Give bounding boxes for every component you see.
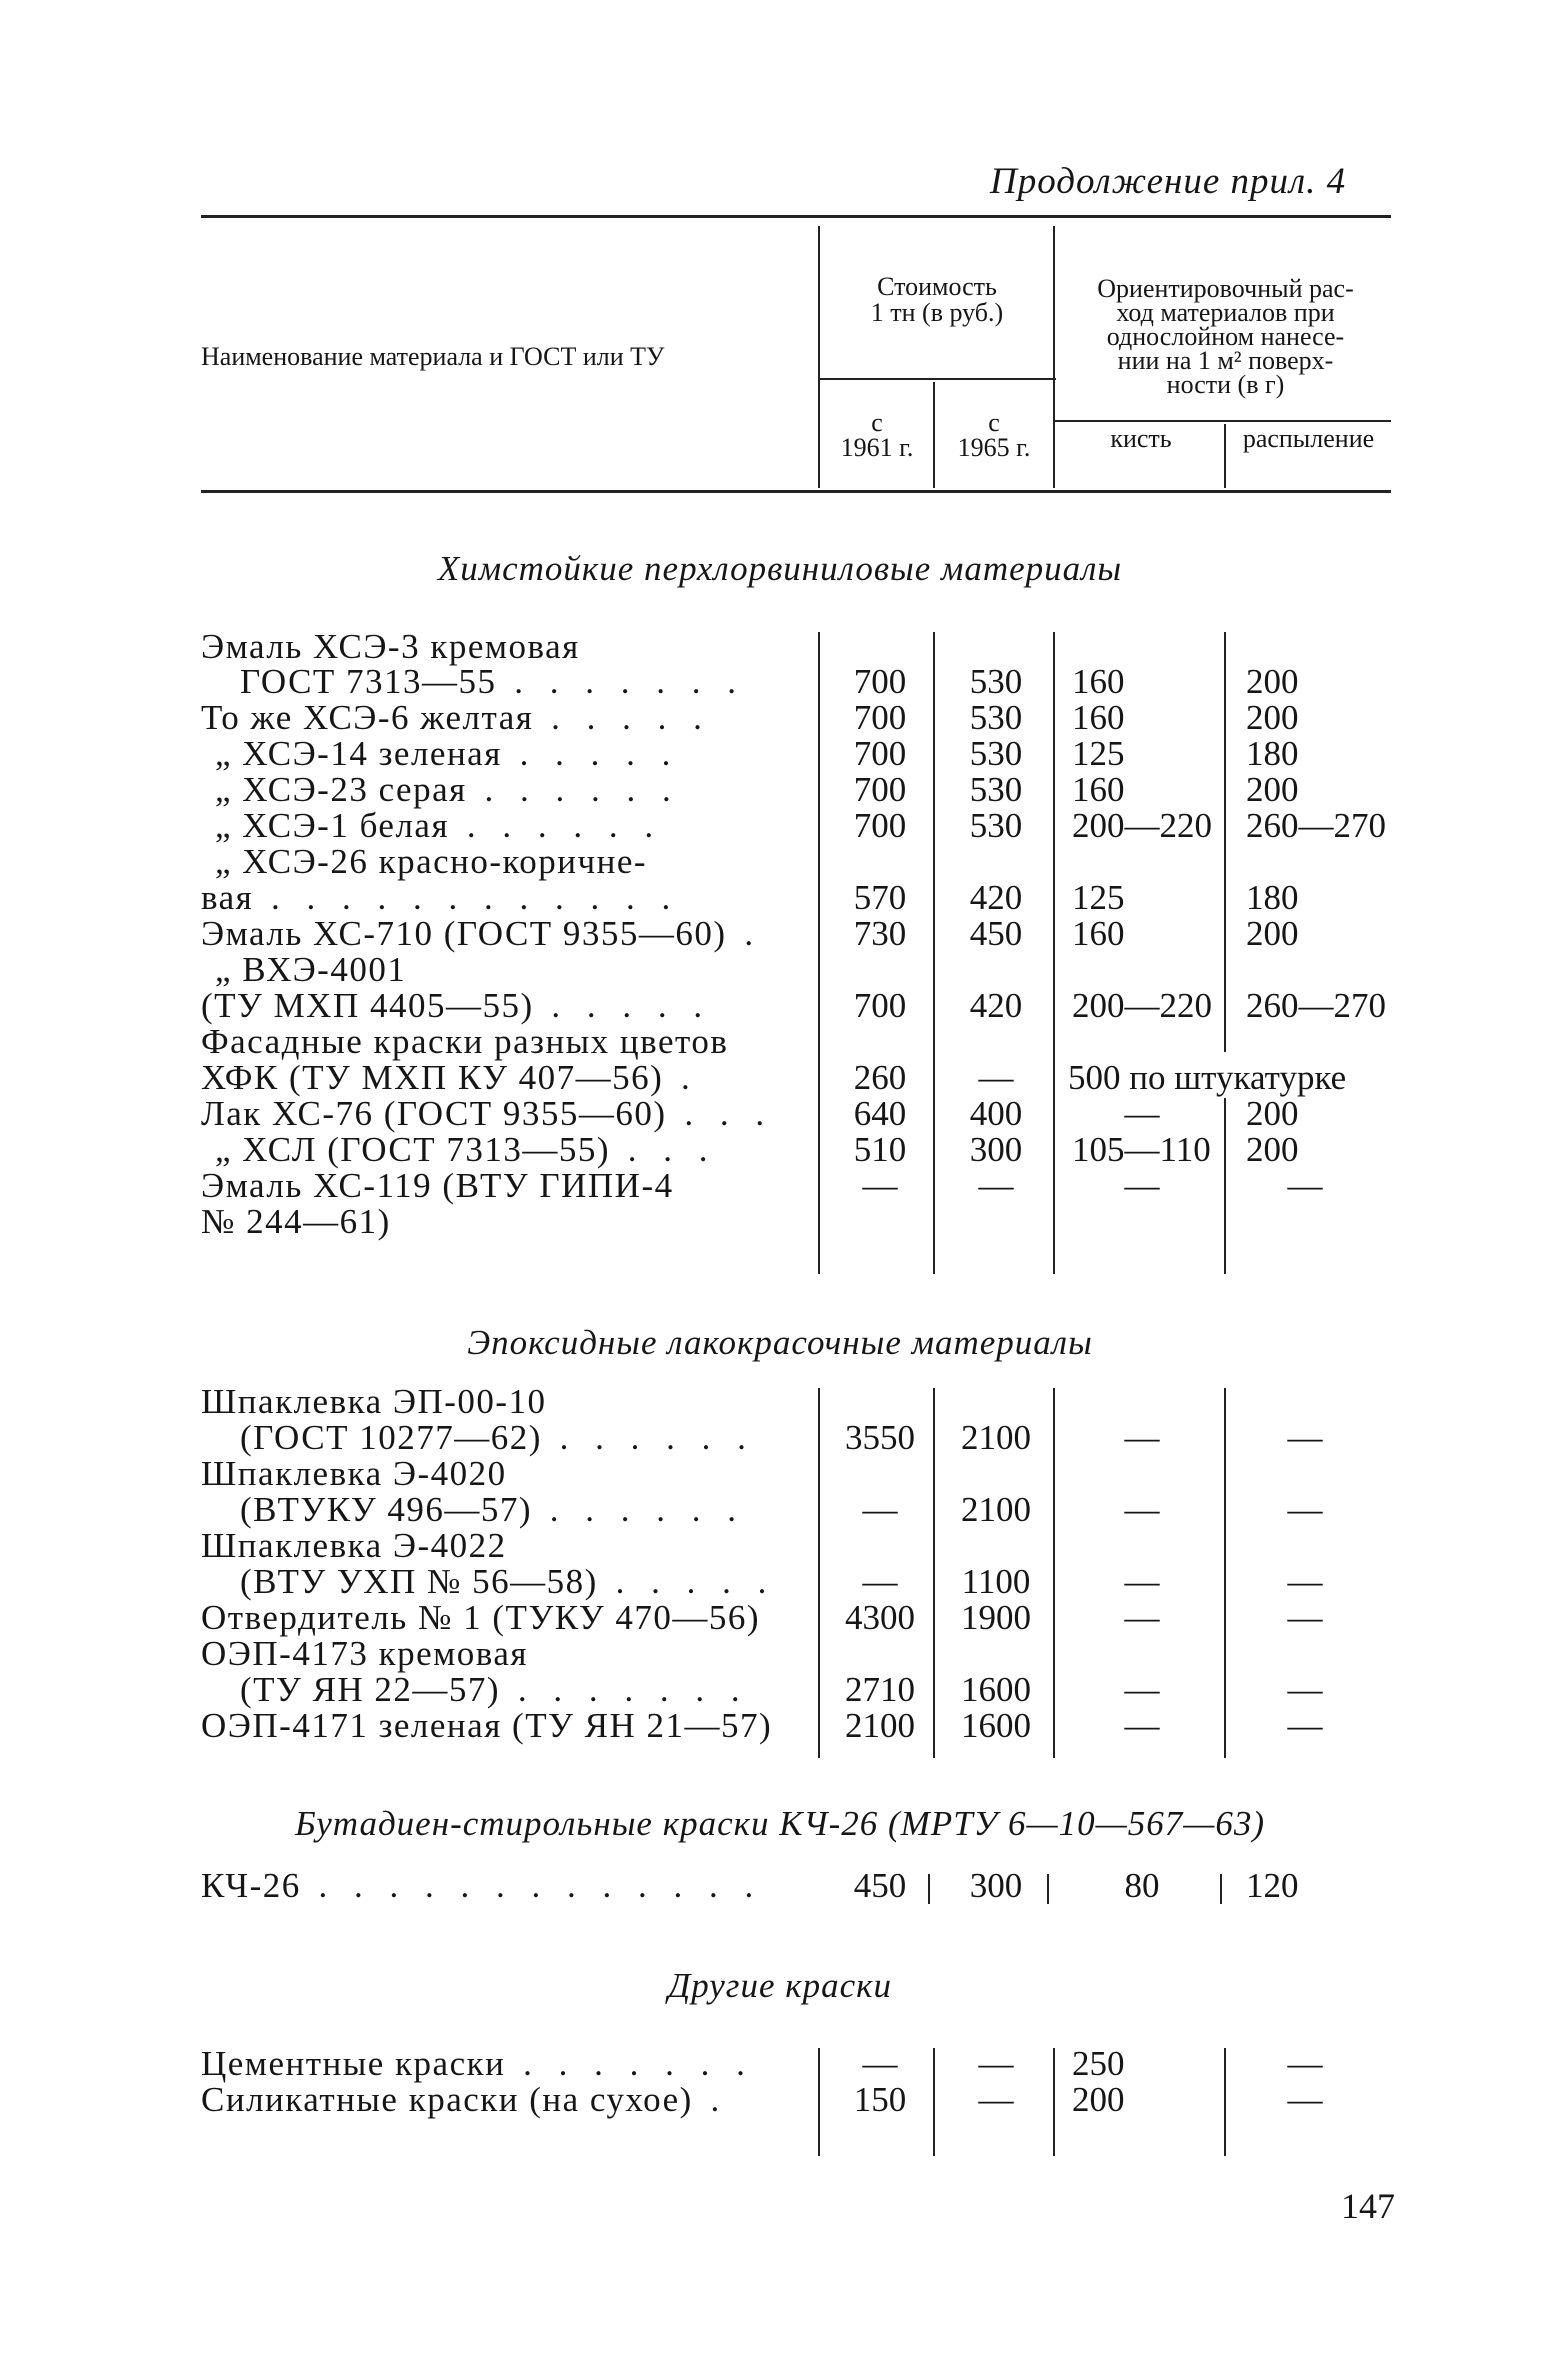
row-name: Эмаль ХС-710 (ГОСТ 9355—60) . — [201, 914, 763, 953]
section-title-other: Другие краски — [667, 1966, 893, 2005]
cost-1965: 530 — [969, 698, 1023, 737]
cost-1961: 700 — [853, 698, 907, 737]
cost-1965: — — [978, 2044, 1014, 2083]
row-name: Фасадные краски разных цветов — [201, 1022, 729, 1061]
cost-1961: 700 — [853, 770, 907, 809]
s1-divider-4a — [1224, 1082, 1226, 1274]
consumption-spray: — — [1287, 2044, 1323, 2083]
cost-header-line1: Стоимость — [877, 272, 997, 301]
row-name: „ ХСЭ-1 белая . . . . . . — [215, 806, 663, 845]
cost-1961: 4300 — [845, 1598, 915, 1637]
cost-1961: 450 — [853, 1866, 907, 1905]
consumption-spray: 180 — [1246, 878, 1299, 917]
consumption-spray: 200 — [1246, 662, 1299, 701]
cost-1965: — — [978, 2080, 1014, 2119]
kch-divider-1 — [928, 1874, 930, 1904]
row-name-cont: (ВТУ УХП № 56—58) . . . . . — [240, 1562, 776, 1601]
header-divider-3 — [1053, 226, 1055, 488]
consumption-brush: — — [1124, 1598, 1160, 1637]
row-name: То же ХСЭ-6 желтая . . . . . — [201, 698, 711, 737]
consumption-brush: 160 — [1072, 698, 1125, 737]
cost-1961: — — [862, 1562, 898, 1601]
cost-1965: 530 — [969, 770, 1023, 809]
consumption-brush-spanning: 500 по штукатурке — [1062, 1058, 1408, 1098]
row-name: КЧ-26 . . . . . . . . . . . . . — [201, 1866, 763, 1905]
cost-1961-header: с 1961 г. — [840, 408, 914, 462]
consumption-brush: 200 — [1072, 2080, 1125, 2119]
row-name: ОЭП-4171 зеленая (ТУ ЯН 21—57) — [201, 1706, 773, 1745]
consumption-brush: 200—220 — [1072, 986, 1212, 1025]
cost-1965: 400 — [969, 1094, 1023, 1133]
cost-1965: 1600 — [961, 1706, 1031, 1745]
cost-1961: 730 — [853, 914, 907, 953]
consumption-spray: — — [1287, 1166, 1323, 1205]
row-name: „ ХСЛ (ГОСТ 7313—55) . . . — [215, 1130, 717, 1169]
consumption-spray: — — [1287, 1418, 1323, 1457]
s2-divider-4 — [1224, 1388, 1226, 1758]
cost-1965: 300 — [969, 1130, 1023, 1169]
consumption-brush: — — [1124, 1418, 1160, 1457]
consumption-brush: 125 — [1072, 734, 1125, 773]
row-name: „ ВХЭ-4001 — [215, 950, 407, 989]
consumption-brush: 160 — [1072, 770, 1125, 809]
consumption-spray: 200 — [1246, 698, 1299, 737]
row-name-cont: (ТУ МХП 4405—55) . . . . . — [201, 986, 712, 1025]
row-name: Силикатные краски (на сухое) . — [201, 2080, 729, 2119]
consumption-spray: 120 — [1246, 1866, 1299, 1905]
cost-1965-header: с 1965 г. — [957, 408, 1031, 462]
cost-1961: — — [862, 1166, 898, 1205]
consumption-spray: — — [1287, 1490, 1323, 1529]
cost-1965: 1900 — [961, 1598, 1031, 1637]
row-name-cont: ГОСТ 7313—55 . . . . . . . — [240, 662, 746, 701]
row-name-cont: ХФК (ТУ МХП КУ 407—56) . — [201, 1058, 699, 1097]
s1-divider-1 — [818, 632, 820, 1274]
cost-1965: 420 — [969, 878, 1023, 917]
row-name: Эмаль ХСЭ-3 кремовая — [201, 627, 580, 666]
row-name: Шпаклевка Э-4022 — [201, 1526, 507, 1565]
brush-header: кисть — [1110, 424, 1172, 453]
consumption-spray: 200 — [1246, 914, 1299, 953]
row-name: „ ХСЭ-26 красно-коричне- — [215, 842, 648, 881]
row-name: ОЭП-4173 кремовая — [201, 1634, 528, 1673]
consumption-sub-rule — [1054, 420, 1391, 422]
row-name: Лак ХС-76 (ГОСТ 9355—60) . . . — [201, 1094, 774, 1133]
consumption-brush: — — [1124, 1166, 1160, 1205]
cost-1965: 450 — [969, 914, 1023, 953]
cost-1965: 530 — [969, 806, 1023, 845]
consumption-brush: — — [1124, 1490, 1160, 1529]
s2-divider-1 — [818, 1388, 820, 1758]
consumption-brush: 250 — [1072, 2044, 1125, 2083]
spray-header: распыление — [1242, 424, 1375, 453]
consumption-spray: 200 — [1246, 1130, 1299, 1169]
consumption-brush: 80 — [1124, 1866, 1160, 1905]
consumption-header-5: ности (в г) — [1166, 370, 1285, 399]
s4-divider-1 — [818, 2048, 820, 2156]
cost-1965: 530 — [969, 734, 1023, 773]
cost-1965: 1100 — [961, 1562, 1031, 1601]
consumption-brush: — — [1124, 1562, 1160, 1601]
section-title-butadiene: Бутадиен-стирольные краски КЧ-26 (МРТУ 6—10—567—63) — [295, 1804, 1265, 1843]
cost-1961: 2100 — [845, 1706, 915, 1745]
cost-1961: 510 — [853, 1130, 907, 1169]
consumption-spray: — — [1287, 1562, 1323, 1601]
row-name-cont: № 244—61) — [201, 1202, 391, 1241]
row-name: Эмаль ХС-119 (ВТУ ГИПИ-4 — [201, 1166, 674, 1205]
cost-1961: 700 — [853, 806, 907, 845]
cost-1961: 2710 — [845, 1670, 915, 1709]
consumption-brush: 160 — [1072, 662, 1125, 701]
consumption-brush: 125 — [1072, 878, 1125, 917]
row-name: Цементные краски . . . . . . . — [201, 2044, 754, 2083]
cost-1965: 1600 — [961, 1670, 1031, 1709]
row-name-cont: (ТУ ЯН 22—57) . . . . . . . — [240, 1670, 749, 1709]
cost-1961: 700 — [853, 734, 907, 773]
cost-1961: 3550 — [845, 1418, 915, 1457]
cost-1965: 2100 — [961, 1490, 1031, 1529]
page-number: 147 — [1341, 2186, 1395, 2226]
row-name-cont: (ГОСТ 10277—62) . . . . . . — [240, 1418, 755, 1457]
consumption-spray: 180 — [1246, 734, 1299, 773]
consumption-spray: — — [1287, 1706, 1323, 1745]
cost-1965: — — [978, 1166, 1014, 1205]
cost-header-line2: 1 тн (в руб.) — [870, 298, 1004, 327]
s4-divider-3 — [1053, 2048, 1055, 2156]
name-column-header: Наименование материала и ГОСТ или ТУ — [201, 342, 665, 371]
row-name: Отвердитель № 1 (ТУКУ 470—56) — [201, 1598, 761, 1637]
header-divider-2 — [933, 382, 935, 488]
consumption-brush: — — [1124, 1706, 1160, 1745]
cost-1961: 640 — [853, 1094, 907, 1133]
row-name-cont: вая . . . . . . . . . . . . — [201, 878, 680, 917]
cost-1961: — — [862, 2044, 898, 2083]
consumption-header-3: однослойном нанесе- — [1106, 322, 1345, 351]
consumption-spray: — — [1287, 1670, 1323, 1709]
row-name: Шпаклевка ЭП-00-10 — [201, 1382, 547, 1421]
cost-1961: 700 — [853, 662, 907, 701]
consumption-brush: 200—220 — [1072, 806, 1212, 845]
header-divider-1 — [818, 226, 820, 488]
consumption-spray: 260—270 — [1246, 806, 1386, 845]
row-name: „ ХСЭ-23 серая . . . . . . — [215, 770, 680, 809]
consumption-header-2: ход материалов при — [1116, 298, 1335, 327]
cost-1965: — — [978, 1058, 1014, 1097]
cost-1965: 300 — [969, 1866, 1023, 1905]
consumption-spray: 200 — [1246, 770, 1299, 809]
consumption-brush: 160 — [1072, 914, 1125, 953]
consumption-brush: — — [1124, 1094, 1160, 1133]
cost-1961: — — [862, 1490, 898, 1529]
s2-divider-3 — [1053, 1388, 1055, 1758]
section-title-chemical: Химстойкие перхлорвиниловые материалы — [437, 549, 1123, 588]
consumption-spray: — — [1287, 1598, 1323, 1637]
kch-divider-2 — [1047, 1874, 1049, 1904]
consumption-brush: — — [1124, 1670, 1160, 1709]
cost-1965: 420 — [969, 986, 1023, 1025]
row-name-cont: (ВТУКУ 496—57) . . . . . . — [240, 1490, 746, 1529]
section-title-epoxy: Эпоксидные лакокрасочные материалы — [467, 1323, 1093, 1362]
consumption-header-4: нии на 1 м² поверх- — [1117, 346, 1334, 375]
consumption-spray: — — [1287, 2080, 1323, 2119]
consumption-spray: 260—270 — [1246, 986, 1386, 1025]
cost-1961: 150 — [853, 2080, 907, 2119]
continuation-caption: Продолжение прил. 4 — [990, 161, 1347, 202]
header-top-rule — [201, 215, 1391, 218]
row-name: Шпаклевка Э-4020 — [201, 1454, 507, 1493]
consumption-spray: 200 — [1246, 1094, 1299, 1133]
cost-1961: 260 — [853, 1058, 907, 1097]
consumption-header-1: Ориентировочный рас- — [1097, 274, 1354, 303]
kch-divider-3 — [1220, 1874, 1222, 1904]
consumption-brush: 105—110 — [1072, 1130, 1211, 1169]
s1-divider-3 — [1053, 632, 1055, 1274]
cost-1961: 700 — [853, 986, 907, 1025]
cost-sub-rule — [820, 378, 1056, 380]
cost-1965: 530 — [969, 662, 1023, 701]
row-name: „ ХСЭ-14 зеленая . . . . . — [215, 734, 680, 773]
cost-1961: 570 — [853, 878, 907, 917]
header-bottom-rule — [201, 490, 1391, 493]
cost-1965: 2100 — [961, 1418, 1031, 1457]
